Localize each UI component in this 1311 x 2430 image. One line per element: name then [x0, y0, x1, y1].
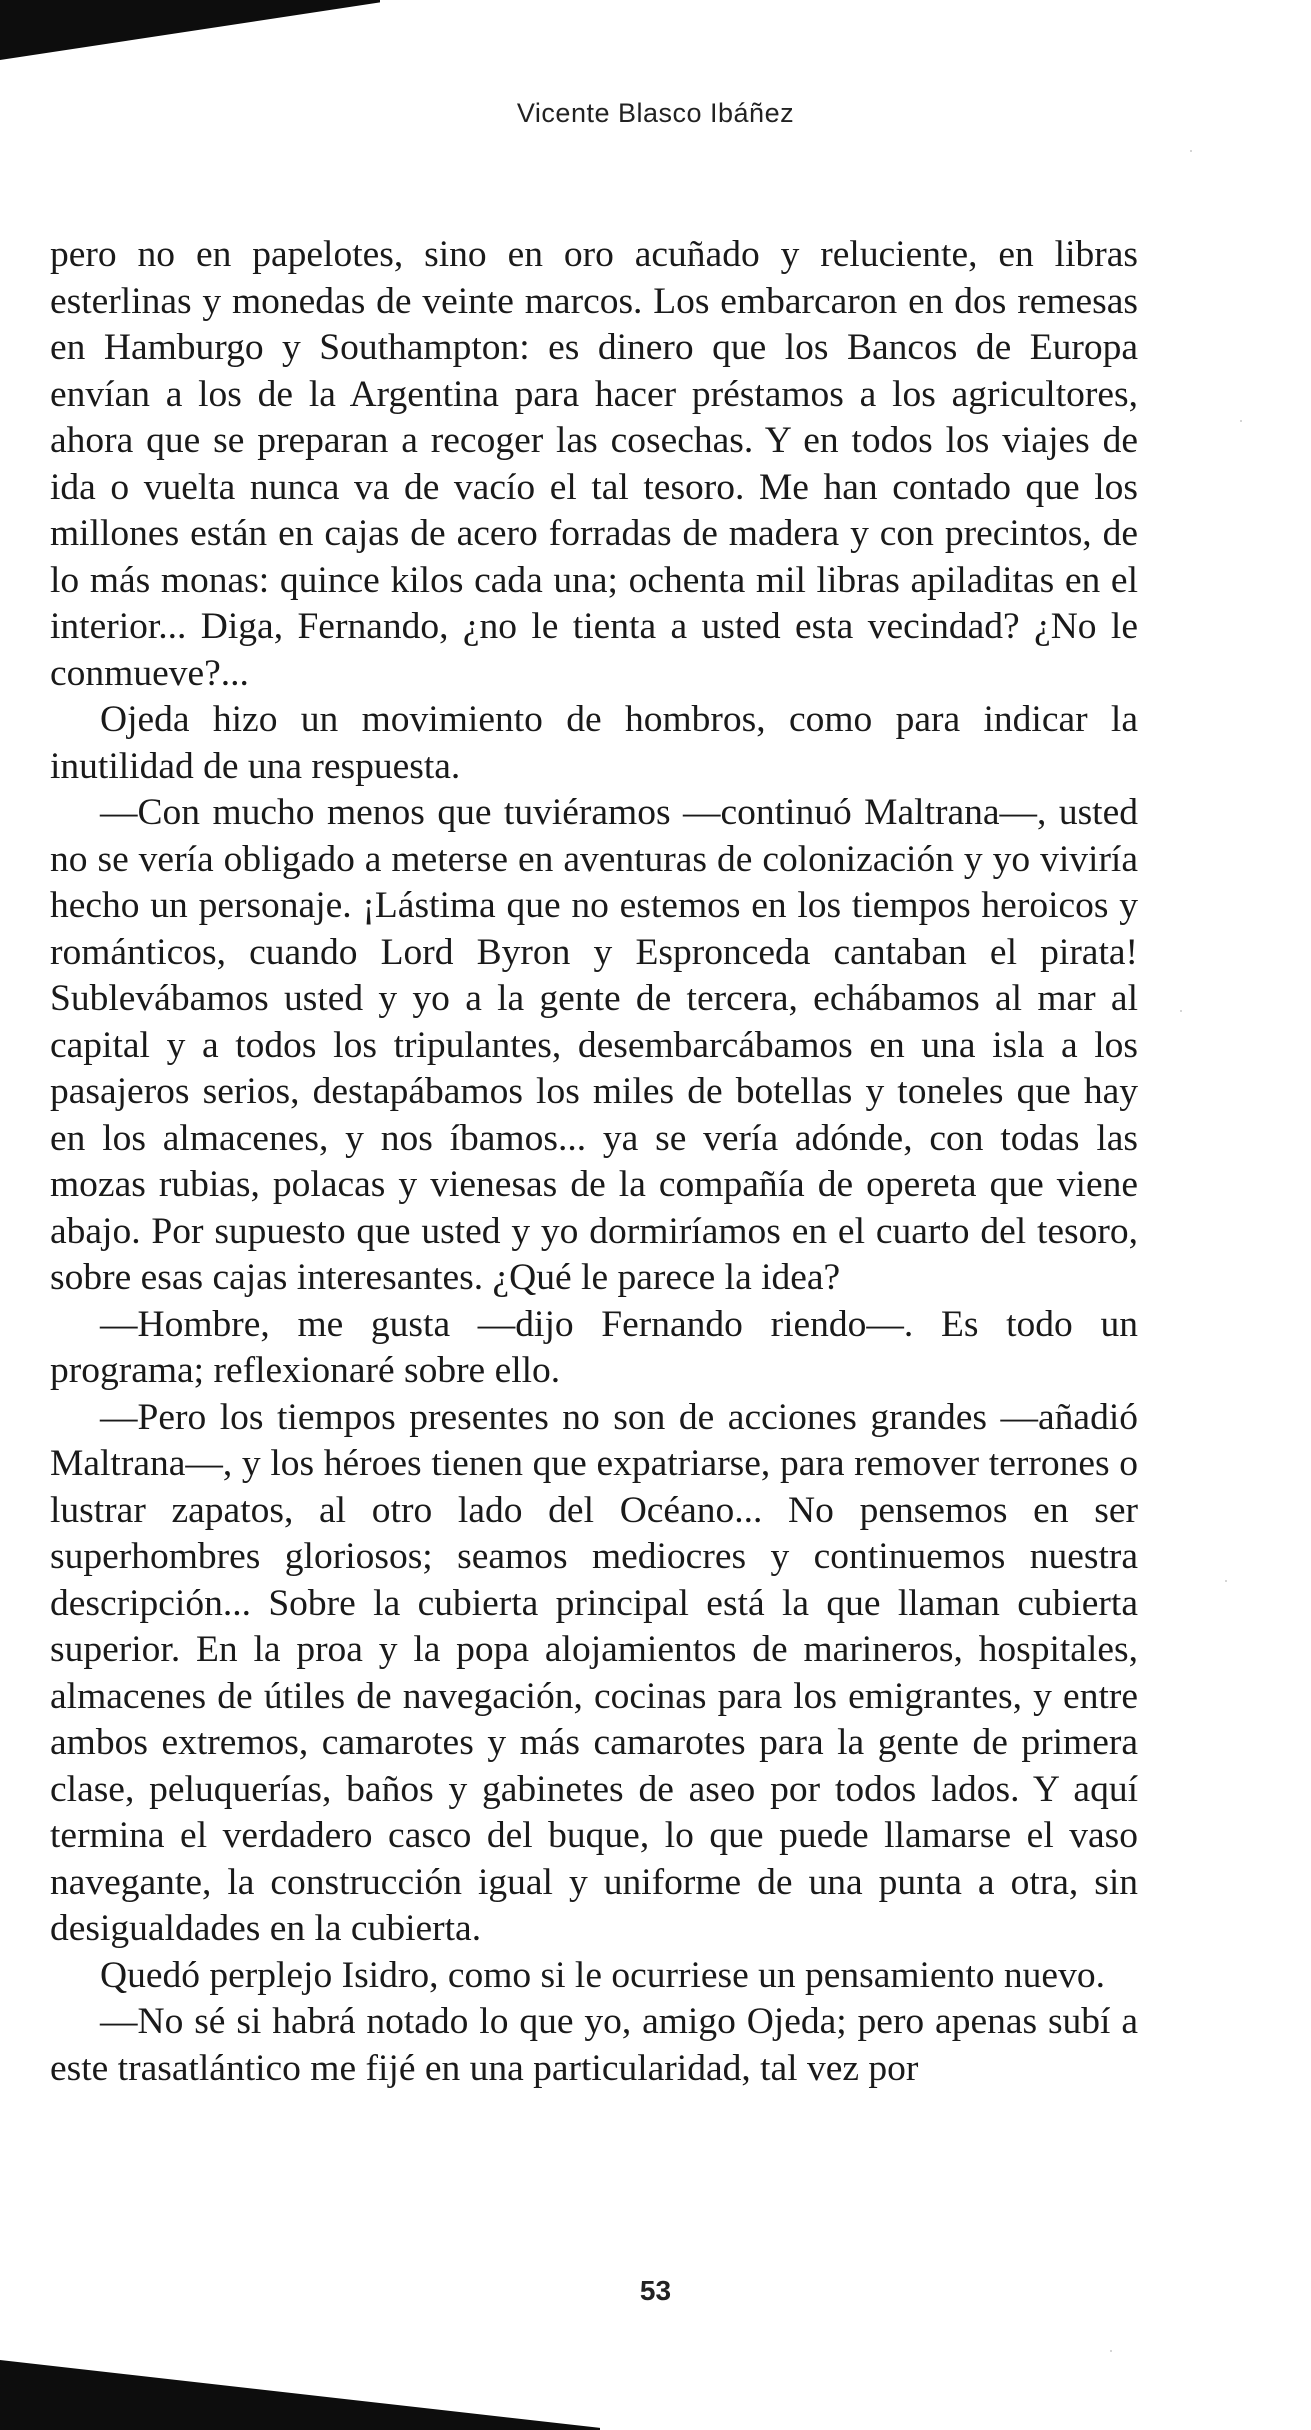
- paragraph-2: Ojeda hizo un movimiento de hombros, como para indicar la inutilidad de una respuesta.: [50, 699, 1138, 787]
- scan-speckle: [1190, 150, 1192, 152]
- paragraph-1: pero no en papelotes, sino en oro acuñado y reluciente, en libras esterlinas y monedas de veinte marcos. Los embarcaron en dos remesas en Hamburgo y Southampton: es dinero que los Bancos de Europa envían a los de la Argentina para hacer préstamos a los agricultores, ahora que se preparan a recoger las cosechas. Y en todos los viajes de ida o vuelta nunca va de vacío el tal tesoro. Me han contado que los millones están en cajas de acero forradas de madera y con precintos, de lo más monas: quince kilos cada una; ochenta mil libras apiladitas en el interior... Diga, Fernando, ¿no le tienta a usted esta vecindad? ¿No le conmueve?...: [50, 234, 1138, 694]
- paragraph-5: —Pero los tiempos presentes no son de acciones grandes —añadió Maltrana—, y los héroes tienen que expatriarse, para remover terrones o lustrar zapatos, al otro lado del Océano... No pensemos en ser superhombres gloriosos; seamos mediocres y continuemos nuestra descripción... Sobre la cubierta principal está la que llaman cubierta superior. En la proa y la popa alojamientos de marineros, hospitales, almacenes de útiles de navegación, cocinas para los emigrantes, y entre ambos extremos, camarotes y más camarotes para la gente de primera clase, peluquerías, baños y gabinetes de aseo por todos lados. Y aquí termina el verdadero casco del buque, lo que puede llamarse el vaso navegante, la construcción igual y uniforme de una punta a otra, sin desigualdades en la cubierta.: [50, 1396, 1138, 1949]
- scan-speckle: [1225, 1580, 1227, 1582]
- paragraph-4: —Hombre, me gusta —dijo Fernando riendo—. Es todo un programa; reflexionaré sobre ello.: [50, 1303, 1138, 1391]
- page-number: 53: [639, 2275, 672, 2306]
- body-text: [50, 232, 1138, 2092]
- paragraph-6: Quedó perplejo Isidro, como si le ocurriese un pensamiento nuevo.: [100, 1954, 1105, 1996]
- scan-speckle: [1180, 1010, 1182, 1012]
- scan-edge-top: [0, 0, 380, 60]
- paragraph-7: —No sé si habrá notado lo que yo, amigo Ojeda; pero apenas subí a este trasatlántico me fijé en una particularidad, tal vez por: [50, 2001, 1138, 2089]
- running-head: Vicente Blasco Ibáñez: [516, 98, 795, 128]
- scan-speckle: [1240, 420, 1242, 422]
- scan-edge-bottom: [0, 2360, 600, 2430]
- paragraph-3: —Con mucho menos que tuviéramos —continuó Maltrana—, usted no se vería obligado a meterse en aventuras de colonización y yo viviría hecho un personaje. ¡Lástima que no estemos en los tiempos heroicos y románticos, cuando Lord Byron y Espronceda cantaban el pirata! Sublevábamos usted y yo a la gente de tercera, echábamos al mar al capital y a todos los tripulantes, desembarcábamos en una isla a los pasajeros serios, destapábamos los miles de botellas y toneles que hay en los almacenes, y nos íbamos... ya se vería adónde, con todas las mozas rubias, polacas y vienesas de la compañía de opereta que viene abajo. Por supuesto que usted y yo dormiríamos en el cuarto del tesoro, sobre esas cajas interesantes. ¿Qué le parece la idea?: [50, 792, 1138, 1298]
- scan-speckle: [1110, 2350, 1112, 2352]
